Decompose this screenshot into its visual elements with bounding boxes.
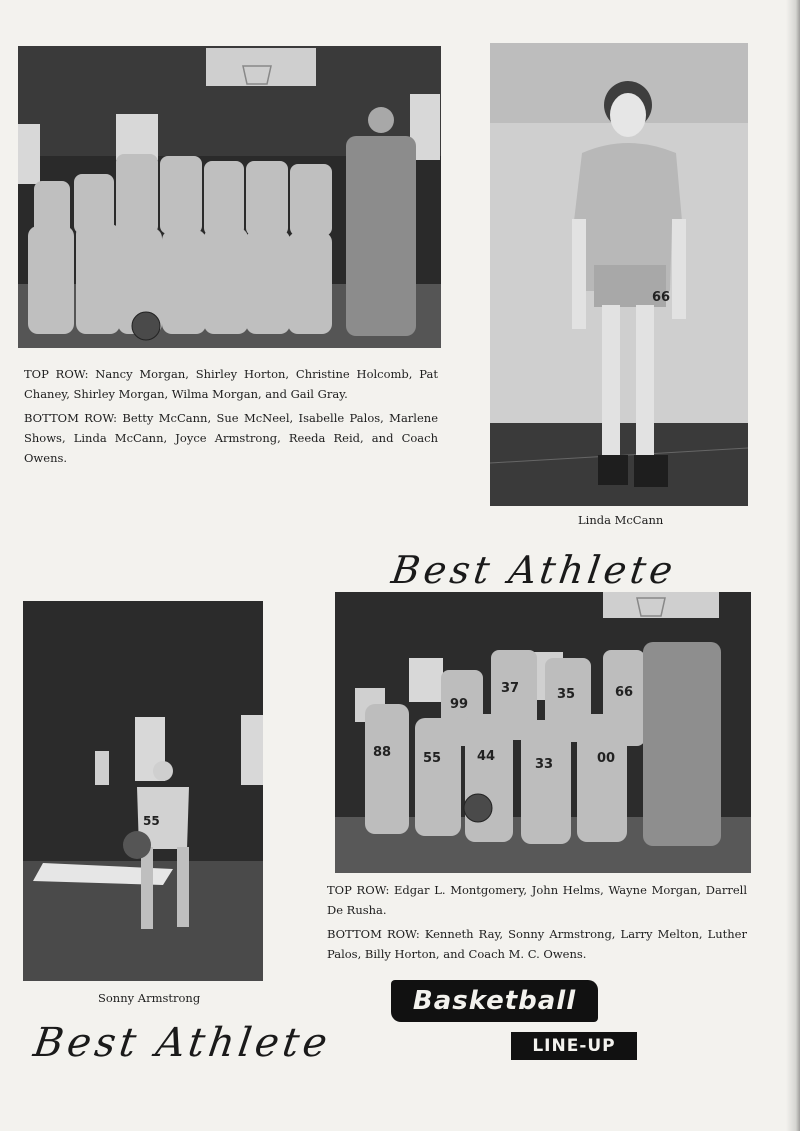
girls-team-caption — [24, 364, 438, 472]
boys-top-row-caption: TOP ROW: Edgar L. Montgomery, John Helms, Wayne Morgan, Darrell De Rusha. — [327, 883, 747, 917]
page-edge-shadow — [786, 0, 800, 1131]
boys-jersey-4: 66 — [615, 685, 634, 700]
girl-jersey-number: 66 — [652, 290, 671, 305]
handwriting-best-athlete-lower: Best Athlete — [30, 1020, 334, 1066]
boys-team-photo — [335, 592, 751, 873]
boys-jersey-3: 35 — [557, 687, 576, 702]
girls-top-row-caption: TOP ROW: Nancy Morgan, Shirley Horton, Christine Holcomb, Pat Chaney, Shirley Morgan, Wilma Morgan, and Gail Gray. — [24, 367, 438, 401]
boys-bottom-row-caption: BOTTOM ROW: Kenneth Ray, Sonny Armstrong, Larry Melton, Luther Palos, Billy Horton, and Coach M. C. Owens. — [327, 927, 747, 961]
boys-jersey-8: 33 — [535, 757, 554, 772]
boys-jersey-2: 37 — [501, 681, 520, 696]
girl-athlete-photo — [490, 43, 748, 506]
girl-athlete-name: Linda McCann — [578, 513, 664, 527]
boys-team-caption — [327, 880, 747, 968]
lineup-logo: LINE-UP — [511, 1032, 637, 1060]
boy-athlete-photo — [23, 601, 263, 981]
boys-jersey-7: 44 — [477, 749, 496, 764]
boys-jersey-5: 88 — [373, 745, 392, 760]
boys-jersey-9: 00 — [597, 751, 616, 766]
boy-athlete-name: Sonny Armstrong — [98, 991, 201, 1005]
boy-jersey-number: 55 — [143, 814, 160, 828]
girls-bottom-row-caption: BOTTOM ROW: Betty McCann, Sue McNeel, Isabelle Palos, Marlene Shows, Linda McCann, Joyce Armstrong, Reeda Reid, and Coach Owens. — [24, 411, 438, 465]
girls-team-photo — [18, 46, 441, 348]
boys-jersey-6: 55 — [423, 751, 442, 766]
boys-jersey-1: 99 — [450, 697, 469, 712]
handwriting-best-athlete-upper: Best Athlete — [388, 548, 680, 592]
basketball-logo: Basketball — [391, 980, 598, 1022]
